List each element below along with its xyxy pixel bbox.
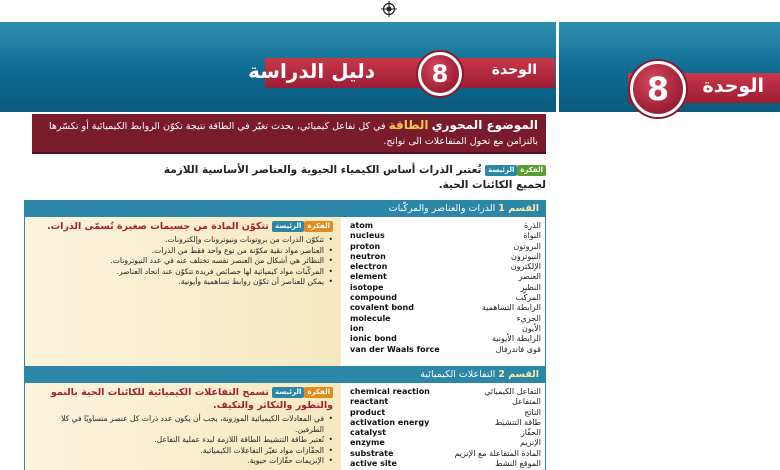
vocab-row: الجزيء molecule <box>350 313 541 323</box>
big-idea-label: الموضوع المحوري <box>431 118 538 132</box>
vocab-row: الموقع النشط active site <box>350 459 541 469</box>
section-1-vocabulary <box>339 217 545 367</box>
page-title: دليل الدراسة <box>248 59 375 83</box>
left-unit-label: الوحدة <box>491 62 537 78</box>
right-unit-label: الوحدة <box>702 75 764 97</box>
concept-bullet: • النظائر هي أشكال من العنصر نفسه تختلف عنه في عدد النيوترونات. <box>33 256 333 267</box>
vocab-row: الحفّاز catalyst <box>350 428 541 438</box>
section-1-concept-title <box>33 220 333 233</box>
concept-bullet: • الإنزيمات حفّازات حيوية. <box>33 456 333 467</box>
vocab-row: المركّب compound <box>350 293 541 303</box>
vocab-row: الرابطة التساهمية covalent bond <box>350 303 541 313</box>
main-idea-text: تُعتبر الذرات أساس الكيمياء الحيوية والعناصر الأساسية اللازمة لجميع الكائنات الحية. <box>163 164 546 191</box>
section-2-concept-text: تسمح التفاعلات الكيميائية للكائنات الحية بالنمو والتطور والتكاثر والتكيف. <box>50 387 333 411</box>
left-unit-number: 8 <box>418 52 462 96</box>
header-strip <box>0 104 556 112</box>
vocab-row: الإلكترون electron <box>350 262 541 272</box>
concept-tag: الفكرة <box>304 387 333 398</box>
big-idea-keyword: الطاقة <box>388 118 429 132</box>
concept-bullet: • في المعادلات الكيميائية الموزونة، يجب أن يكون عدد ذرات كل عنصر متساويًا في كلا الطرفين. <box>33 414 333 435</box>
main-idea-tag-2: الرئيسة <box>485 165 517 176</box>
concept-bullet: • المركّبات مواد كيميائية لها خصائص فريدة تتكوّن عند اتحاد العناصر. <box>33 267 333 278</box>
concept-bullet: • الحفّازات مواد تغيّر التفاعلات الكيميائية. <box>33 446 333 457</box>
vocab-row: الذرة atom <box>350 221 541 230</box>
section-2 <box>24 366 546 470</box>
vocab-row: البروتون proton <box>350 241 541 251</box>
vocab-row: النواة nucleus <box>350 231 541 241</box>
vocab-row: النيوترون neutron <box>350 251 541 261</box>
vocab-row: المادة المتفاعلة مع الإنزيم substrate <box>350 448 541 458</box>
section-2-header <box>25 367 545 383</box>
section-1-key-concepts <box>25 217 341 367</box>
vocab-row: العنصر element <box>350 272 541 282</box>
section-2-vocabulary <box>339 383 545 470</box>
main-idea-statement <box>140 163 546 193</box>
left-title-banner <box>248 58 555 88</box>
page-gutter <box>556 22 559 470</box>
concept-bullet: • تُعتبر طاقة التنشيط الطاقة اللازمة لبدء عملية التفاعل. <box>33 435 333 446</box>
section-1-number: القسم 1 <box>498 203 539 214</box>
section-1-header <box>25 201 545 217</box>
vocab-row: الناتج product <box>350 407 541 417</box>
concept-tag-2: الرئيسة <box>272 387 304 398</box>
vocab-row: الإنزيم enzyme <box>350 438 541 448</box>
right-unit-number: 8 <box>630 61 686 117</box>
section-2-title: التفاعلات الكيميائية <box>420 369 496 380</box>
vocab-row: طاقة التنشيط activation energy <box>350 417 541 427</box>
section-2-number: القسم 2 <box>498 369 539 380</box>
section-1 <box>24 200 546 368</box>
main-idea-tag: الفكرة <box>517 165 546 176</box>
vocab-row: الرابطة الأيونية ionic bond <box>350 334 541 344</box>
vocab-row: المتفاعل reactant <box>350 397 541 407</box>
section-1-title: الذرات والعناصر والمركّبات <box>388 203 496 214</box>
vocab-row: النظير isotope <box>350 282 541 292</box>
section-2-key-concepts <box>25 383 341 470</box>
vocab-row: الأيون ion <box>350 323 541 333</box>
big-idea-box <box>32 114 546 154</box>
concept-bullet: • تتكوّن الذرات من بروتونات ونيوترونات وإلكترونات. <box>33 235 333 246</box>
vocab-row: قوى فاندرفال van der Waals force <box>350 344 541 354</box>
section-1-concept-text: تتكوّن المادة من جسيمات صغيرة تُسمّى الذرات. <box>47 221 269 232</box>
concept-tag-2: الرئيسة <box>272 221 304 232</box>
section-2-concept-title <box>33 386 333 412</box>
big-idea-text: في كل تفاعل كيميائي، يحدث تغيّر في الطاقة نتيجة تكوّن الروابط الكيميائية أو تكسّرها بالتزامن مع تحول المتفاعلات الى نواتج. <box>48 121 538 147</box>
vocab-row: التفاعل الكيميائي chemical reaction <box>350 387 541 396</box>
registration-mark-icon <box>381 1 397 17</box>
concept-tag: الفكرة <box>304 221 333 232</box>
concept-bullet: • يمكن للعناصر أن تكوّن روابط تساهمية وأيونية. <box>33 277 333 288</box>
concept-bullet: • العناصر مواد نقية مكوّنة من نوع واحد فقط من الذرات. <box>33 246 333 257</box>
